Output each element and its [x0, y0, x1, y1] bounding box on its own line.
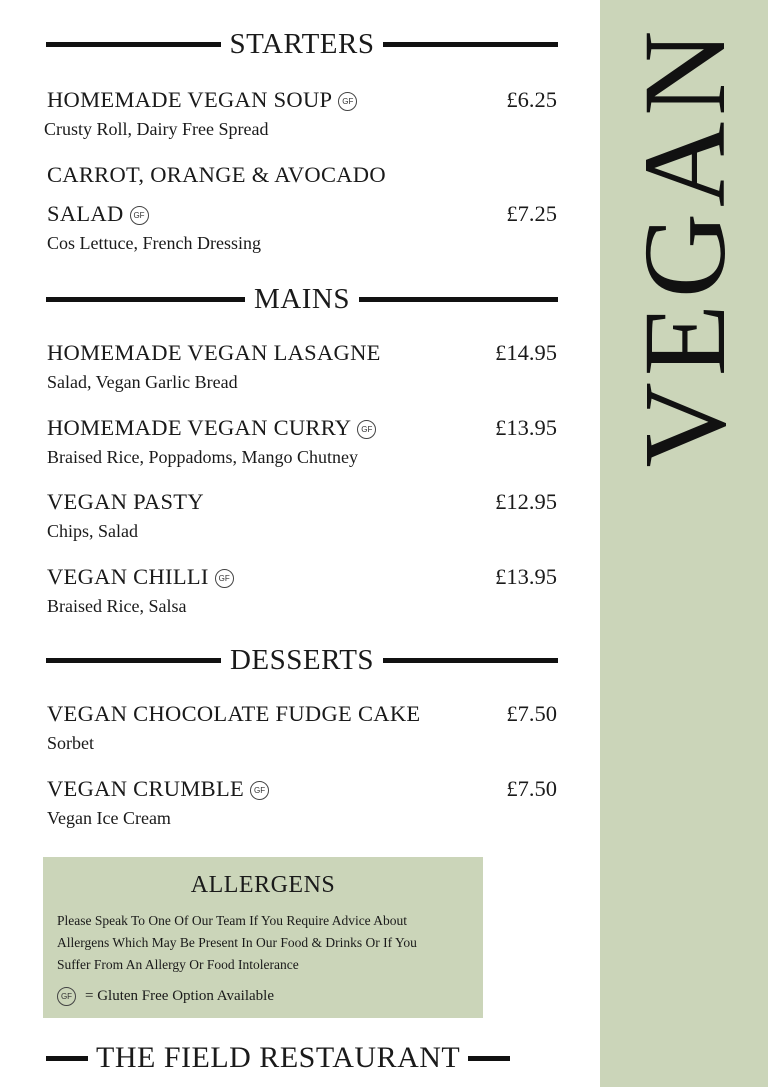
divider-line — [359, 297, 558, 302]
restaurant-name: THE FIELD RESTAURANT — [96, 1041, 461, 1074]
divider-line — [383, 658, 558, 663]
mains-heading — [46, 279, 558, 319]
menu-item — [47, 489, 557, 542]
item-price: £7.25 — [506, 201, 557, 226]
menu-item — [47, 564, 557, 617]
item-name: VEGAN CHILLI — [47, 564, 209, 589]
allergen-notice — [57, 910, 481, 976]
divider-line — [468, 1056, 510, 1061]
item-price: £7.50 — [506, 776, 557, 801]
allergen-title: ALLERGENS — [190, 872, 336, 898]
allergen-line: Allergens Which May Be Present In Our Food & Drinks Or If You — [57, 935, 417, 950]
gluten-free-icon: GF — [130, 206, 149, 225]
divider-line — [383, 42, 558, 47]
item-name: HOMEMADE VEGAN LASAGNE — [47, 340, 381, 365]
mains-title: MAINS — [254, 282, 350, 315]
desserts-title: DESSERTS — [229, 643, 375, 676]
item-price: £13.95 — [495, 415, 557, 440]
gluten-free-icon: GF — [338, 92, 357, 111]
item-description: Chips, Salad — [47, 521, 139, 541]
item-name: SALAD — [47, 201, 124, 226]
divider-line — [46, 1056, 88, 1061]
allergen-line: Suffer From An Allergy Or Food Intolerance — [57, 957, 299, 972]
starters-title: STARTERS — [229, 27, 375, 60]
gluten-free-icon: GF — [250, 781, 269, 800]
item-description: Cos Lettuce, French Dressing — [47, 233, 261, 253]
footer — [46, 1038, 558, 1078]
item-description: Braised Rice, Salsa — [47, 596, 187, 616]
desserts-heading — [46, 640, 558, 680]
item-description: Sorbet — [47, 733, 94, 753]
item-name: VEGAN CRUMBLE — [47, 776, 245, 801]
gluten-free-icon: GF — [357, 420, 376, 439]
divider-line — [46, 42, 221, 47]
gf-legend-text: = Gluten Free Option Available — [85, 988, 274, 1004]
menu-item — [44, 87, 557, 140]
divider-line — [46, 297, 245, 302]
gf-legend — [57, 987, 274, 1006]
allergen-box — [43, 857, 483, 1018]
vegan-side-title: VEGAN — [619, 24, 750, 468]
menu-item — [47, 701, 557, 754]
menu-item — [47, 340, 557, 393]
item-price: £14.95 — [495, 340, 557, 365]
item-name: VEGAN CHOCOLATE FUDGE CAKE — [47, 701, 421, 726]
allergen-line: Please Speak To One Of Our Team If You Require Advice About — [57, 913, 408, 928]
item-description: Vegan Ice Cream — [47, 808, 171, 828]
item-description: Crusty Roll, Dairy Free Spread — [44, 119, 269, 139]
divider-line — [46, 658, 221, 663]
item-price: £13.95 — [495, 564, 557, 589]
item-name: VEGAN PASTY — [47, 489, 204, 514]
item-price: £7.50 — [506, 701, 557, 726]
item-price: £6.25 — [506, 87, 557, 112]
item-name: HOMEMADE VEGAN CURRY — [47, 415, 352, 440]
gluten-free-icon: GF — [215, 569, 234, 588]
item-price: £12.95 — [495, 489, 557, 514]
item-name-line1: CARROT, ORANGE & AVOCADO — [47, 162, 386, 187]
menu-item — [47, 415, 557, 468]
starters-heading — [46, 24, 558, 64]
item-description: Salad, Vegan Garlic Bread — [47, 372, 238, 392]
menu-item — [47, 162, 557, 254]
gluten-free-icon: GF — [57, 987, 76, 1006]
item-name: HOMEMADE VEGAN SOUP — [47, 87, 333, 112]
item-description: Braised Rice, Poppadoms, Mango Chutney — [47, 447, 358, 467]
menu-item — [47, 776, 557, 829]
